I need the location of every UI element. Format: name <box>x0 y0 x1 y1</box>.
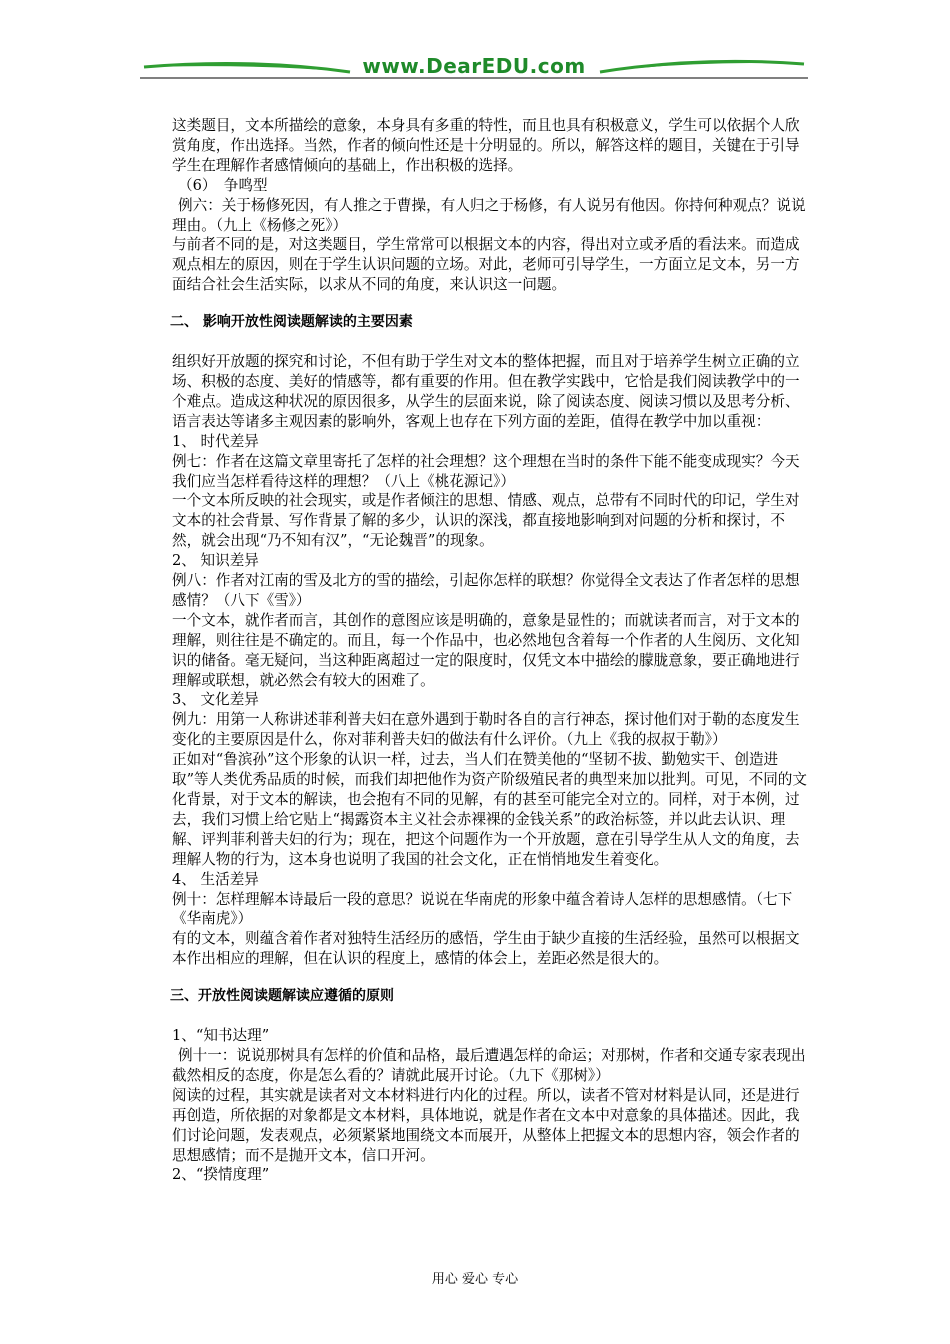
subheading: 3、 文化差异 <box>172 691 259 709</box>
subheading: 1、 时代差异 <box>172 432 259 450</box>
subheading: 2、“揆情度理” <box>172 1166 270 1184</box>
document-body <box>172 116 808 1185</box>
subheading: （6） 争鸣型 <box>178 176 268 194</box>
paragraph: 组织好开放题的探究和讨论，不但有助于学生对文本的整体把握，而且对于培养学生树立正确的立场、积极的态度、美好的情感等，都有重要的作用。但在教学实践中，它恰是我们阅读教学中的一个难点。造成这种状况的原因很多，从学生的层面来说，除了阅读态度、阅读习惯以及思考分析、语言表达等诸多主观因素的影响外，客观上也存在下列方面的差距，值得在教学中加以重视： <box>172 353 800 430</box>
paragraph: 正如对“鲁滨孙”这个形象的认识一样，过去，当人们在赞美他的“坚韧不拔、勤勉实干、创造进取”等人类优秀品质的时候，而我们却把他作为资产阶级殖民者的典型来加以批判。可见，不同的文化背景，对于文本的解读，也会抱有不同的见解，有的甚至可能完全对立的。同样，对于本例，过去，我们习惯上给它贴上“揭露资本主义社会赤裸裸的金钱关系”的政治标签，并以此去认识、理解、评判菲利普夫妇的行为；现在，把这个问题作为一个开放题，意在引导学生从人文的角度，去理解人物的行为，这本身也说明了我国的社会文化，正在悄悄地发生着变化。 <box>172 751 807 868</box>
subheading: 2、 知识差异 <box>172 552 259 570</box>
paragraph: 与前者不同的是，对这类题目，学生常常可以根据文本的内容，得出对立或矛盾的看法来。而造成观点相左的原因，则在于学生认识问题的立场。对此，老师可引导学生，一方面立足文本，另一方面结合社会生活实际，以求从不同的角度，来认识这一问题。 <box>172 236 800 294</box>
example-paragraph: 例十：怎样理解本诗最后一段的意思？说说在华南虎的形象中蕴含着诗人怎样的思想感情。（七下《华南虎》） <box>172 890 793 928</box>
section-heading: 三、开放性阅读题解读应遵循的原则 <box>170 988 394 1005</box>
paragraph: 这类题目，文本所描绘的意象，本身具有多重的特性，而且也具有积极意义，学生可以依据个人欣赏角度，作出选择。当然，作者的倾向性还是十分明显的。所以，解答这样的题目，关键在于引导学生在理解作者感情倾向的基础上，作出积极的选择。 <box>172 117 800 174</box>
page-footer: 用心 爱心 专心 <box>431 1272 519 1287</box>
site-logo-text[interactable]: www.DearEDU.com <box>362 54 586 78</box>
paragraph: 一个文本，就作者而言，其创作的意图应该是明确的，意象是显性的；而就读者而言，对于文本的理解，则往往是不确定的。而且，每一个作品中，也必然地包含着每一个作者的人生阅历、文化知识的储备。毫无疑问，当这种距离超过一定的限度时，仅凭文本中描绘的朦胧意象，要正确地进行理解或联想，就必然会有较大的困难了。 <box>172 611 800 689</box>
subheading: 4、 生活差异 <box>172 870 259 888</box>
subheading: 1、“知书达理” <box>172 1027 270 1045</box>
site-header <box>140 50 808 86</box>
section-heading: 二、 影响开放性阅读题解读的主要因素 <box>170 314 413 331</box>
example-paragraph: 例十一：说说那树具有怎样的价值和品格，最后遭遇怎样的命运；对那树，作者和交通专家表现出截然相反的态度，你是怎么看的？请就此展开讨论。（九下《那树》） <box>172 1046 806 1084</box>
paragraph: 有的文本，则蕴含着作者对独特生活经历的感悟，学生由于缺少直接的生活经验，虽然可以根据文本作出相应的理解，但在认识的程度上，感情的体会上，差距必然是很大的。 <box>172 930 800 968</box>
paragraph: 阅读的过程，其实就是读者对文本材料进行内化的过程。所以，读者不管对材料是认同，还是进行再创造，所依据的对象都是文本材料，具体地说，就是作者在文本中对意象的具体描述。因此，我们讨论问题，发表观点，必须紧紧地围绕文本而展开，从整体上把握文本的思想内容，领会作者的思想感情；而不是抛开文本，信口开河。 <box>172 1086 800 1164</box>
example-paragraph: 例六：关于杨修死因，有人推之于曹操，有人归之于杨修，有人说另有他因。你持何种观点？说说理由。（九上《杨修之死》） <box>172 196 806 234</box>
example-paragraph: 例八：作者对江南的雪及北方的雪的描绘，引起你怎样的联想？你觉得全文表达了作者怎样的思想感情？（八下《雪》） <box>172 572 800 609</box>
paragraph: 一个文本所反映的社会现实，或是作者倾注的思想、情感、观点，总带有不同时代的印记，学生对文本的社会背景、写作背景了解的多少，认识的深浅，都直接地影响到对问题的分析和探讨，不然，就会出现“乃不知有汉”，“无论魏晋”的现象。 <box>172 492 800 550</box>
example-paragraph: 例九：用第一人称讲述菲利普夫妇在意外遇到于勒时各自的言行神态，探讨他们对于勒的态度发生变化的主要原因是什么，你对菲利普夫妇的做法有什么评价。（九上《我的叔叔于勒》） <box>172 711 800 749</box>
example-paragraph: 例七：作者在这篇文章里寄托了怎样的社会理想？这个理想在当时的条件下能不能变成现实？今天我们应当怎样看待这样的理想？（八上《桃花源记》） <box>172 452 800 490</box>
